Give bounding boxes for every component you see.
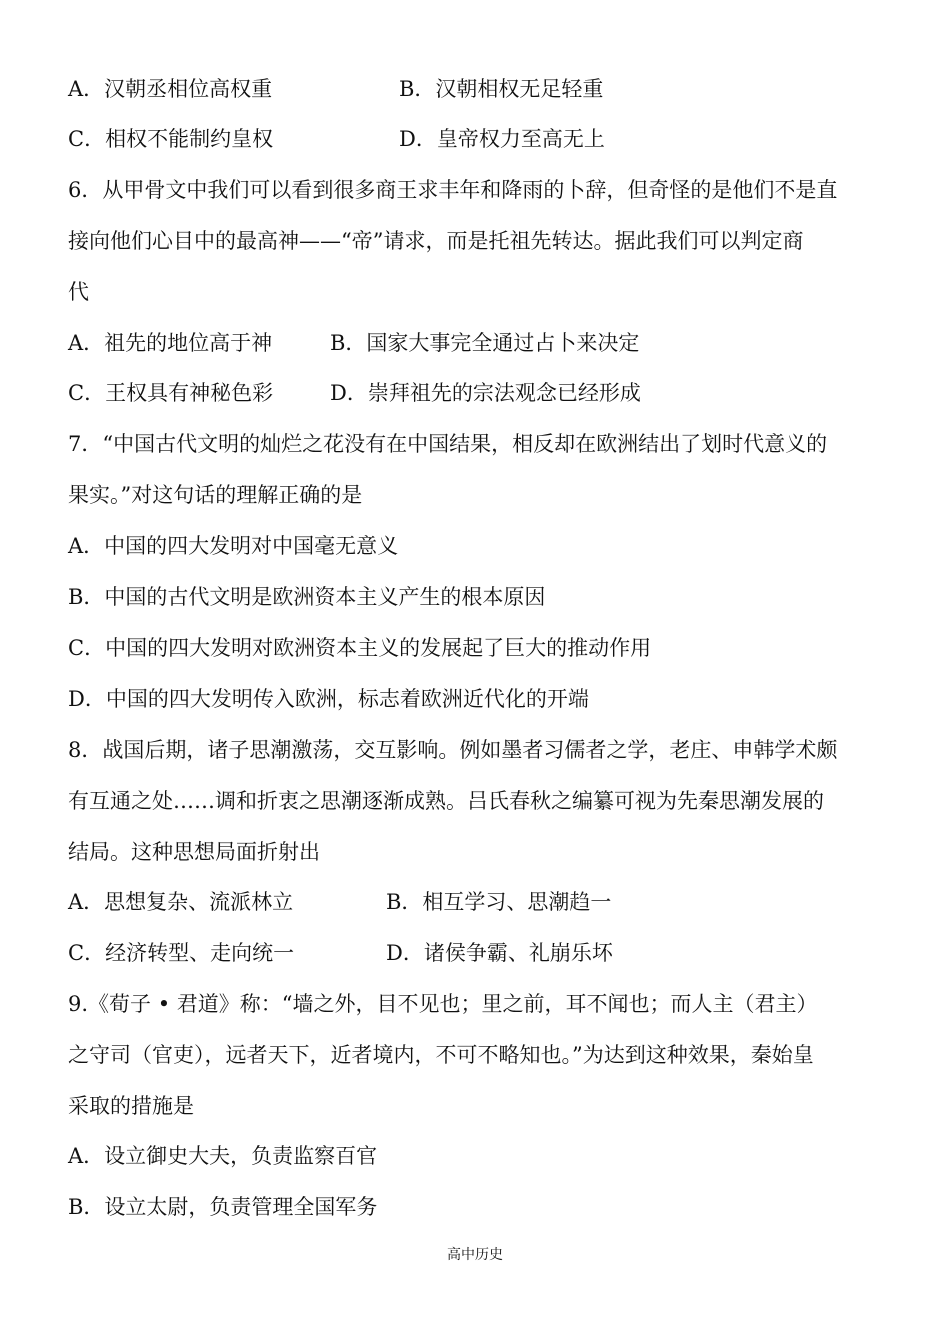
- q8-stem-line-3: 结局。这种思想局面折射出: [68, 840, 320, 864]
- q7-option-c: C．中国的四大发明对欧洲资本主义的发展起了巨大的推动作用: [68, 636, 652, 660]
- q6-stem-line-2: 接向他们心目中的最高神——“帝”请求，而是托祖先转达。据此我们可以判定商: [68, 229, 804, 253]
- q5-option-d: D．皇帝权力至高无上: [399, 127, 605, 151]
- q8-stem-line-1: 8．战国后期，诸子思潮激荡，交互影响。例如墨者习儒者之学，老庄、申韩学术颇: [68, 738, 838, 762]
- q9-stem-line-2: 之守司（官吏），远者天下，近者境内，不可不略知也。”为达到这种效果，秦始皇: [68, 1043, 814, 1067]
- q7-stem-line-2: 果实。”对这句话的理解正确的是: [68, 483, 363, 507]
- q8-option-d: D．诸侯争霸、礼崩乐坏: [386, 941, 613, 965]
- q5-option-row-1: [68, 74, 604, 104]
- q7-stem-line-1: 7．“中国古代文明的灿烂之花没有在中国结果，相反却在欧洲结出了划时代意义的: [68, 432, 828, 456]
- q6-option-row-1: [68, 328, 640, 358]
- q8-option-b: B．相互学习、思潮趋一: [386, 890, 612, 914]
- q9-stem-line-3: 采取的措施是: [68, 1094, 194, 1118]
- q5-option-a: A．汉朝丞相位高权重: [68, 77, 273, 101]
- q5-option-b: B．汉朝相权无足轻重: [399, 77, 604, 101]
- q6-option-a: A．祖先的地位高于神: [68, 331, 273, 355]
- q6-option-d: D．崇拜祖先的宗法观念已经形成: [330, 381, 641, 405]
- q5-option-c: C．相权不能制约皇权: [68, 127, 274, 151]
- q9-stem-line-1: 9.《荀子 • 君道》称：“墙之外，目不见也；里之前，耳不闻也；而人主（君主）: [68, 992, 818, 1016]
- page-footer: 高中历史: [447, 1247, 503, 1263]
- q6-option-b: B．国家大事完全通过占卜来决定: [330, 331, 640, 355]
- q9-option-a: A．设立御史大夫，负责监察百官: [68, 1144, 378, 1168]
- q6-stem-line-3: 代: [68, 280, 89, 304]
- q6-option-c: C．王权具有神秘色彩: [68, 381, 274, 405]
- q6-stem-line-1: 6．从甲骨文中我们可以看到很多商王求丰年和降雨的卜辞，但奇怪的是他们不是直: [68, 178, 838, 202]
- q8-stem-line-2: 有互通之处……调和折衷之思潮逐渐成熟。吕氏春秋之编纂可视为先秦思潮发展的: [68, 789, 824, 813]
- q7-option-b: B．中国的古代文明是欧洲资本主义产生的根本原因: [68, 585, 546, 609]
- q8-option-c: C．经济转型、走向统一: [68, 941, 295, 965]
- q8-option-a: A．思想复杂、流派林立: [68, 890, 294, 914]
- q8-option-row-2: [68, 938, 613, 968]
- q5-option-row-2: [68, 124, 605, 154]
- q6-option-row-2: [68, 378, 641, 408]
- q7-option-a: A．中国的四大发明对中国毫无意义: [68, 534, 399, 558]
- q8-option-row-1: [68, 887, 612, 917]
- q7-option-d: D．中国的四大发明传入欧洲，标志着欧洲近代化的开端: [68, 687, 589, 711]
- q9-option-b: B．设立太尉，负责管理全国军务: [68, 1195, 378, 1219]
